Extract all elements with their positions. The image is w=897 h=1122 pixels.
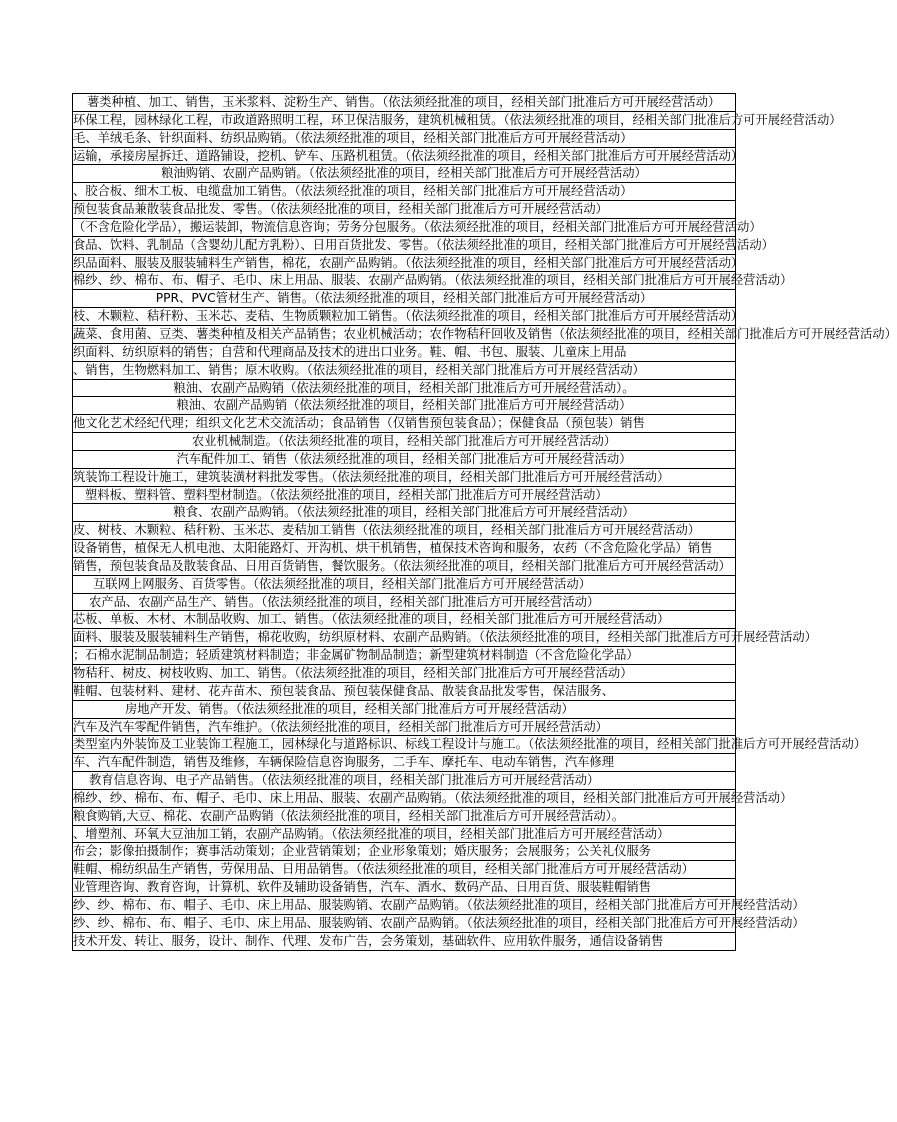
table-row (73, 719, 735, 737)
business-scope-cell: 互联网上网服务、百货零售。（依法须经批准的项目，经相关部门批准后方可开展经营活动） (93, 576, 592, 591)
table-row (73, 897, 805, 915)
business-scope-cell: 面料、服装及服装辅料生产销售，棉花收购，纺织原材料、农副产品购销。（依法须经批准的项目，经相关部门批准后方可开展经营活动） (73, 630, 817, 645)
table-row (73, 183, 735, 201)
business-scope-cell: 业管理咨询、教育咨询，计算机、软件及辅助设备销售，汽车、酒水、数码产品、日用百货、服装鞋帽销售 (73, 880, 651, 895)
table-row (73, 272, 793, 290)
table-row (73, 558, 735, 576)
table-row (73, 94, 735, 112)
table-row (73, 754, 735, 772)
business-scope-cell: 他文化艺术经纪代理；组织文化艺术交流活动；食品销售（仅销售预包装食品）；保健食品（预包装）销售 (73, 416, 645, 431)
table-row (73, 808, 735, 826)
table-row (73, 611, 735, 629)
business-scope-cell: 车、汽车配件制造，销售及维修，车辆保险信息咨询服务，二手车、摩托车、电动车销售，汽车修理 (73, 755, 615, 770)
table-row (73, 522, 735, 540)
business-scope-cell: 塑料板、塑料管、塑料型材制造。（依法须经批准的项目，经相关部门批准后方可开展经营活动） (85, 487, 608, 502)
table-row (73, 487, 735, 505)
business-scope-cell: 食品、饮料、乳制品（含婴幼儿配方乳粉）、日用百货批发、零售。（依法须经批准的项目，经相关部门批准后方可开展经营活动） (73, 237, 774, 252)
business-scope-cell: 设备销售，植保无人机电池、太阳能路灯、开沟机、烘干机销售，植保技术咨询和服务，农药（不含危险化学品）销售 (73, 541, 713, 556)
business-scope-cell: 技术开发、转让、服务，设计、制作、代理、发布广告，会务策划，基础软件、应用软件服务，通信设备销售 (73, 933, 664, 948)
table-row (73, 647, 735, 665)
document-page (72, 93, 897, 951)
table-row (73, 772, 735, 790)
table-row (73, 469, 735, 487)
business-scope-cell: 织面料、纺织原料的销售；自营和代理商品及技术的进出口业务。鞋、帽、书包、服装、儿童床上用品 (73, 344, 627, 359)
business-scope-cell: 织品面料、服装及服装辅料生产销售，棉花，农副产品购销。（依法须经批准的项目，经相关部门批准后方可开展经营活动） (73, 255, 744, 270)
table-row (73, 790, 793, 808)
business-scope-cell: 鞋帽、棉纺织品生产销售，劳保用品、日用品销售。（依法须经批准的项目，经相关部门批准后方可开展经营活动） (73, 862, 694, 877)
table-row (73, 344, 735, 362)
business-scope-cell: 环保工程，园林绿化工程，市政道路照明工程，环卫保洁服务，建筑机械租赁。（依法须经批准的项目，经相关部门批准后方可开展经营活动） (73, 112, 842, 127)
business-scope-cell: 教育信息咨询、电子产品销售。（依法须经批准的项目，经相关部门批准后方可开展经营活动） (89, 773, 600, 788)
table-row (73, 594, 735, 612)
business-scope-cell: 纱、纱、棉布、布、帽子、毛巾、床上用品、服装购销、农副产品购销。（依法须经批准的项目，经相关部门批准后方可开展经营活动） (73, 915, 805, 930)
business-scope-cell: 纱、纱、棉布、布、帽子、毛巾、床上用品、服装购销、农副产品购销。（依法须经批准的项目，经相关部门批准后方可开展经营活动） (73, 897, 805, 912)
business-scope-cell: 物秸秆、树皮、树枝收购、加工、销售。（依法须经批准的项目，经相关部门批准后方可开展经营活动） (73, 666, 633, 680)
table-row (73, 165, 735, 183)
table-row (73, 308, 744, 326)
table-row (73, 576, 735, 594)
table-row (73, 504, 735, 522)
business-scope-cell: 皮、树枝、木颗粒、秸秆粉、玉米芯、麦秸加工销售（依法须经批准的项目，经相关部门批准后方可开展经营活动） (73, 523, 701, 538)
table-row (73, 290, 735, 308)
table-row (73, 326, 897, 344)
business-scope-cell: 类型室内外装饰及工业装饰工程施工，园林绿化与道路标识、标线工程设计与施工。（依法须经批准的项目，经相关部门批准后方可开展经营活动） (73, 737, 867, 752)
business-scope-cell: 粮食购销,大豆、棉花、农副产品购销（依法须经批准的项目，经相关部门批准后方可开展经营活动）。 (73, 808, 625, 823)
table-row (73, 219, 762, 237)
business-scope-cell: 棉纱、纱、棉布、布、帽子、毛巾、床上用品、服装、农副产品购销。（依法须经批准的项目，经相关部门批准后方可开展经营活动） (73, 790, 793, 805)
business-scope-cell: 销售，预包装食品及散装食品、日用百货销售，餐饮服务。（依法须经批准的项目，经相关部门批准后方可开展经营活动） (73, 558, 731, 573)
table-row (73, 826, 735, 844)
business-scope-cell: 汽车配件加工、销售（依法须经批准的项目，经相关部门批准后方可开展经营活动） (176, 451, 632, 466)
business-scope-cell: 枝、木颗粒、秸秆粉、玉米芯、麦秸、生物质颗粒加工销售。（依法须经批准的项目，经相关部门批准后方可开展经营活动） (73, 309, 744, 324)
business-scope-cell: 、销售，生物燃料加工、销售；原木收购。（依法须经批准的项目，经相关部门批准后方可开展经营活动） (73, 362, 645, 377)
business-scope-cell: 毛、羊绒毛条、针织面料、纺织品购销。（依法须经批准的项目，经相关部门批准后方可开展经营活动） (73, 130, 633, 145)
business-scope-cell: （不含危险化学品），搬运装卸，物流信息咨询；劳务分包服务。（依法须经批准的项目，经相关部门批准后方可开展经营活动） (73, 219, 762, 234)
table-row (73, 629, 817, 647)
table-row (73, 665, 735, 683)
table-row (73, 683, 735, 701)
table-row (73, 433, 735, 451)
table-row (73, 201, 735, 219)
business-scope-cell: 农业机械制造。（依法须经批准的项目，经相关部门批准后方可开展经营活动） (191, 434, 617, 449)
business-scope-cell: 粮油购销、农副产品购销。（依法须经批准的项目，经相关部门批准后方可开展经营活动） (161, 166, 647, 181)
business-scope-cell: 筑装饰工程设计施工，建筑装潢材料批发零售。（依法须经批准的项目，经相关部门批准后方可开展经营活动） (73, 469, 670, 484)
business-scope-cell: 蔬菜、食用菌、豆类、薯类种植及相关产品销售；农业机械活动；农作物秸秆回收及销售（依法须经批准的项目，经相关部门批准后方可开展经营活动） (73, 326, 897, 341)
table-row (73, 380, 735, 398)
business-scope-cell: 鞋帽、包装材料、建材、花卉苗木、预包装食品、预包装保健食品、散装食品批发零售，保洁服务、 (73, 683, 615, 698)
table-row (73, 148, 744, 166)
table-row (73, 451, 735, 469)
business-scope-cell: PPR、PVC管材生产、销售。（依法须经批准的项目，经相关部门批准后方可开展经营活动） (155, 291, 653, 306)
table-row (73, 540, 735, 558)
table-row (73, 701, 735, 719)
business-scope-cell: 农产品、农副产品生产、销售。（依法须经批准的项目，经相关部门批准后方可开展经营活动） (89, 594, 600, 609)
table-row (73, 130, 735, 148)
table-row (73, 362, 735, 380)
business-scope-cell: 芯板、单板、木材、木制品收购、加工、销售。（依法须经批准的项目，经相关部门批准后方可开展经营活动） (73, 612, 670, 627)
business-scope-cell: 粮油、农副产品购销（依法须经批准的项目，经相关部门批准后方可开展经营活动） (176, 398, 632, 413)
table-row (73, 397, 735, 415)
business-scope-cell: 、增塑剂、环氧大豆油加工销，农副产品购销。（依法须经批准的项目，经相关部门批准后方可开展经营活动） (73, 826, 670, 841)
business-scope-cell: 布会；影像拍摄制作；赛事活动策划；企业营销策划；企业形象策划；婚庆服务；会展服务；公关礼仪服务 (73, 844, 651, 859)
table-row (73, 861, 735, 879)
table-row (73, 843, 735, 861)
business-scope-cell: 房地产开发、销售。（依法须经批准的项目，经相关部门批准后方可开展经营活动） (125, 701, 574, 716)
business-scope-cell: 粮油、农副产品购销（依法须经批准的项目，经相关部门批准后方可开展经营活动）。 (173, 380, 635, 395)
table-row (73, 255, 744, 273)
business-scope-cell: 汽车及汽车零配件销售，汽车维护。（依法须经批准的项目，经相关部门批准后方可开展经营活动） (73, 719, 608, 734)
table-row (73, 933, 735, 951)
table-row (73, 415, 735, 433)
table-row (73, 237, 774, 255)
table-row (73, 736, 867, 754)
business-scope-table (72, 93, 897, 951)
business-scope-cell: 运输，承接房屋拆迁、道路铺设，挖机、铲车、压路机租赁。（依法须经批准的项目，经相关部门批准后方可开展经营活动） (73, 148, 744, 163)
business-scope-cell: 、胶合板、细木工板、电缆盘加工销售。（依法须经批准的项目，经相关部门批准后方可开展经营活动） (73, 184, 633, 199)
business-scope-cell: 预包装食品兼散装食品批发、零售。（依法须经批准的项目，经相关部门批准后方可开展经营活动） (73, 202, 608, 217)
business-scope-cell: 粮食、农副产品购销。（依法须经批准的项目，经相关部门批准后方可开展经营活动） (173, 505, 635, 520)
table-row (73, 112, 842, 130)
business-scope-cell: ；石棉水泥制品制造；轻质建筑材料制造；非金属矿物制品制造；新型建筑材料制造（不含危险化学品） (73, 648, 639, 663)
business-scope-cell: 棉纱、纱、棉布、布、帽子、毛巾、床上用品、服装、农副产品购销。（依法须经批准的项目，经相关部门批准后方可开展经营活动） (73, 273, 793, 288)
business-scope-cell: 薯类种植、加工、销售，玉米浆料、淀粉生产、销售。（依法须经批准的项目，经相关部门批准后方可开展经营活动） (87, 95, 721, 109)
table-row (73, 879, 735, 897)
table-row (73, 915, 805, 933)
